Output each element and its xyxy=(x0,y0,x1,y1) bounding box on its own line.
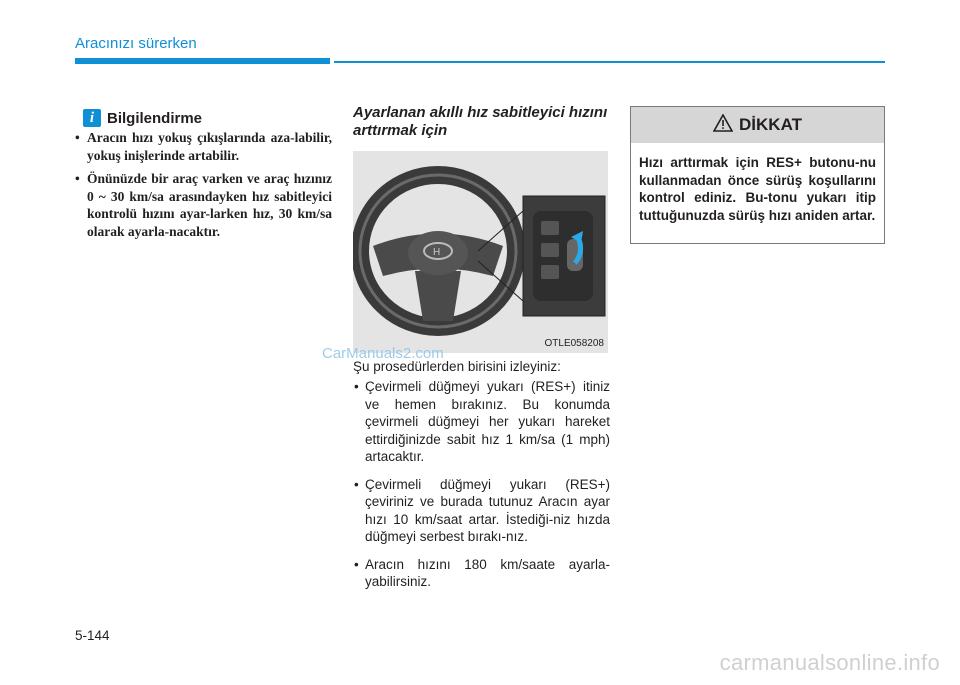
page-number: 5-144 xyxy=(75,628,110,643)
section-title: Ayarlanan akıllı hız sabitleyici hızını arttırmak için xyxy=(353,104,608,139)
steering-wheel-figure xyxy=(353,151,608,353)
caution-title: DİKKAT xyxy=(739,115,802,134)
figure-label: OTLE058208 xyxy=(544,338,604,349)
step-item: • Çevirmeli düğmeyi yukarı (RES+) itiniz ve hemen bırakınız. Bu konumda çevirmeli düğmeyi her yukarı hareket ettirdiğinizde sabit hız 1 km/sa (1 mph) artacaktır. xyxy=(353,378,610,466)
caution-body: Hızı arttırmak için RES+ butonu-nu kullanmadan önce sürüş koşullarını kontrol ediniz. Bu-tonu yukarı itip tuttuğunuzda sürüş hızı aniden artar. xyxy=(639,155,876,223)
info-item: • Önünüzde bir araç varken ve araç hızınız 0 ~ 30 km/sa arasındayken hız sabitleyici kontrolü hızını ayar-larken hız, 30 km/sa olarak ayarla-nacaktır. xyxy=(75,170,332,240)
watermark: CarManuals2.com xyxy=(322,345,444,362)
site-watermark: carmanualsonline.info xyxy=(719,650,940,675)
info-list xyxy=(75,129,332,246)
info-title: Bilgilendirme xyxy=(107,109,203,127)
caution-header xyxy=(631,107,884,143)
header-rule-thick xyxy=(75,58,330,64)
section-intro: Şu prosedürlerden birisini izleyiniz: xyxy=(353,359,561,374)
chapter-title: Aracınızı sürerken xyxy=(75,35,197,52)
info-icon: i xyxy=(83,109,101,127)
svg-text:H: H xyxy=(433,247,441,258)
caution-box xyxy=(630,106,885,244)
steps-list xyxy=(353,378,610,601)
step-item: • Çevirmeli düğmeyi yukarı (RES+) çeviriniz ve burada tutunuz Aracın ayar hızı 10 km/saat artar. İstediği-niz hızda düğmeyi serbest bırakı-nız. xyxy=(353,476,610,546)
step-item: • Aracın hızını 180 km/saate ayarla-yabilirsiniz. xyxy=(353,556,610,591)
info-item: • Aracın hızı yokuş çıkışlarında aza-labilir, yokuş inişlerinde artabilir. xyxy=(75,129,332,164)
warning-triangle-icon xyxy=(713,114,733,137)
header-rule-thin xyxy=(334,61,885,63)
steering-wheel-illustration xyxy=(353,151,608,353)
info-heading xyxy=(83,109,202,127)
